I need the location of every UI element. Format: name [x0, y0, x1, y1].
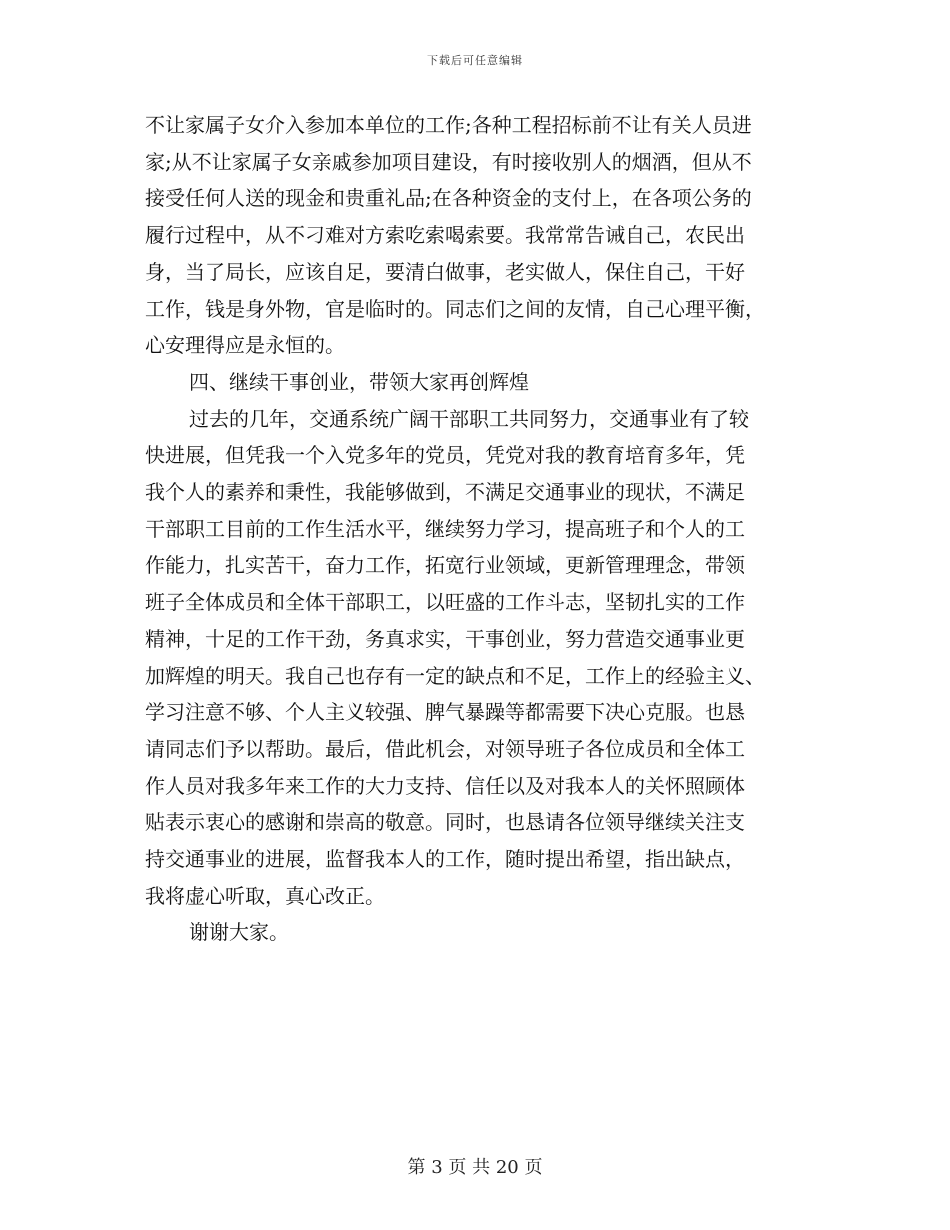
text-line: 四、继续干事创业，带领大家再创辉煌 [189, 369, 529, 394]
text-line: 快进展，但凭我一个入党多年的党员，凭党对我的教育培育多年，凭 [145, 443, 745, 468]
text-line: 过去的几年，交通系统广阔干部职工共同努力，交通事业有了较 [189, 406, 749, 431]
text-line: 工作，钱是身外物，官是临时的。同志们之间的友情，自己心理平衡， [145, 296, 765, 321]
text-line: 贴表示衷心的感谢和崇高的敬意。同时，也恳请各位领导继续关注支 [145, 810, 745, 835]
text-line: 谢谢大家。 [189, 920, 289, 945]
page-header: 下载后可任意编辑 [427, 54, 523, 67]
text-line: 班子全体成员和全体干部职工，以旺盛的工作斗志，坚韧扎实的工作 [145, 590, 745, 615]
text-line: 学习注意不够、个人主义较强、脾气暴躁等都需要下决心克服。也恳 [145, 700, 745, 725]
document-body [145, 107, 809, 951]
text-line: 不让家属子女介入参加本单位的工作;各种工程招标前不让有关人员进 [145, 113, 752, 137]
page-footer: 第 3 页 共 20 页 [407, 1157, 543, 1178]
text-line: 作能力，扎实苦干，奋力工作，拓宽行业领域，更新管理理念，带领 [145, 553, 745, 578]
text-line: 接受任何人送的现金和贵重礼品;在各种资金的支付上，在各项公务的 [145, 186, 752, 211]
text-line: 家;从不让家属子女亲戚参加项目建设，有时接收别人的烟酒，但从不 [145, 149, 752, 174]
text-line: 加辉煌的明天。我自己也存有一定的缺点和不足，工作上的经验主义、 [145, 663, 765, 688]
text-line: 作人员对我多年来工作的大力支持、信任以及对我本人的关怀照顾体 [145, 773, 745, 798]
text-line: 持交通事业的进展，监督我本人的工作，随时提出希望，指出缺点， [145, 847, 745, 872]
text-line: 干部职工目前的工作生活水平，继续努力学习，提高班子和个人的工 [145, 516, 745, 541]
text-line: 精神，十足的工作干劲，务真求实，干事创业，努力营造交通事业更 [145, 626, 745, 651]
text-line: 履行过程中，从不刁难对方索吃索喝索要。我常常告诫自己，农民出 [145, 223, 745, 248]
text-line: 心安理得应是永恒的。 [145, 333, 345, 358]
text-line: 身，当了局长，应该自足，要清白做事，老实做人，保住自己，干好 [145, 259, 745, 284]
text-line: 我将虚心听取，真心改正。 [145, 883, 385, 908]
text-line: 我个人的素养和秉性，我能够做到，不满足交通事业的现状，不满足 [145, 480, 745, 505]
text-line: 请同志们予以帮助。最后，借此机会，对领导班子各位成员和全体工 [145, 736, 745, 761]
